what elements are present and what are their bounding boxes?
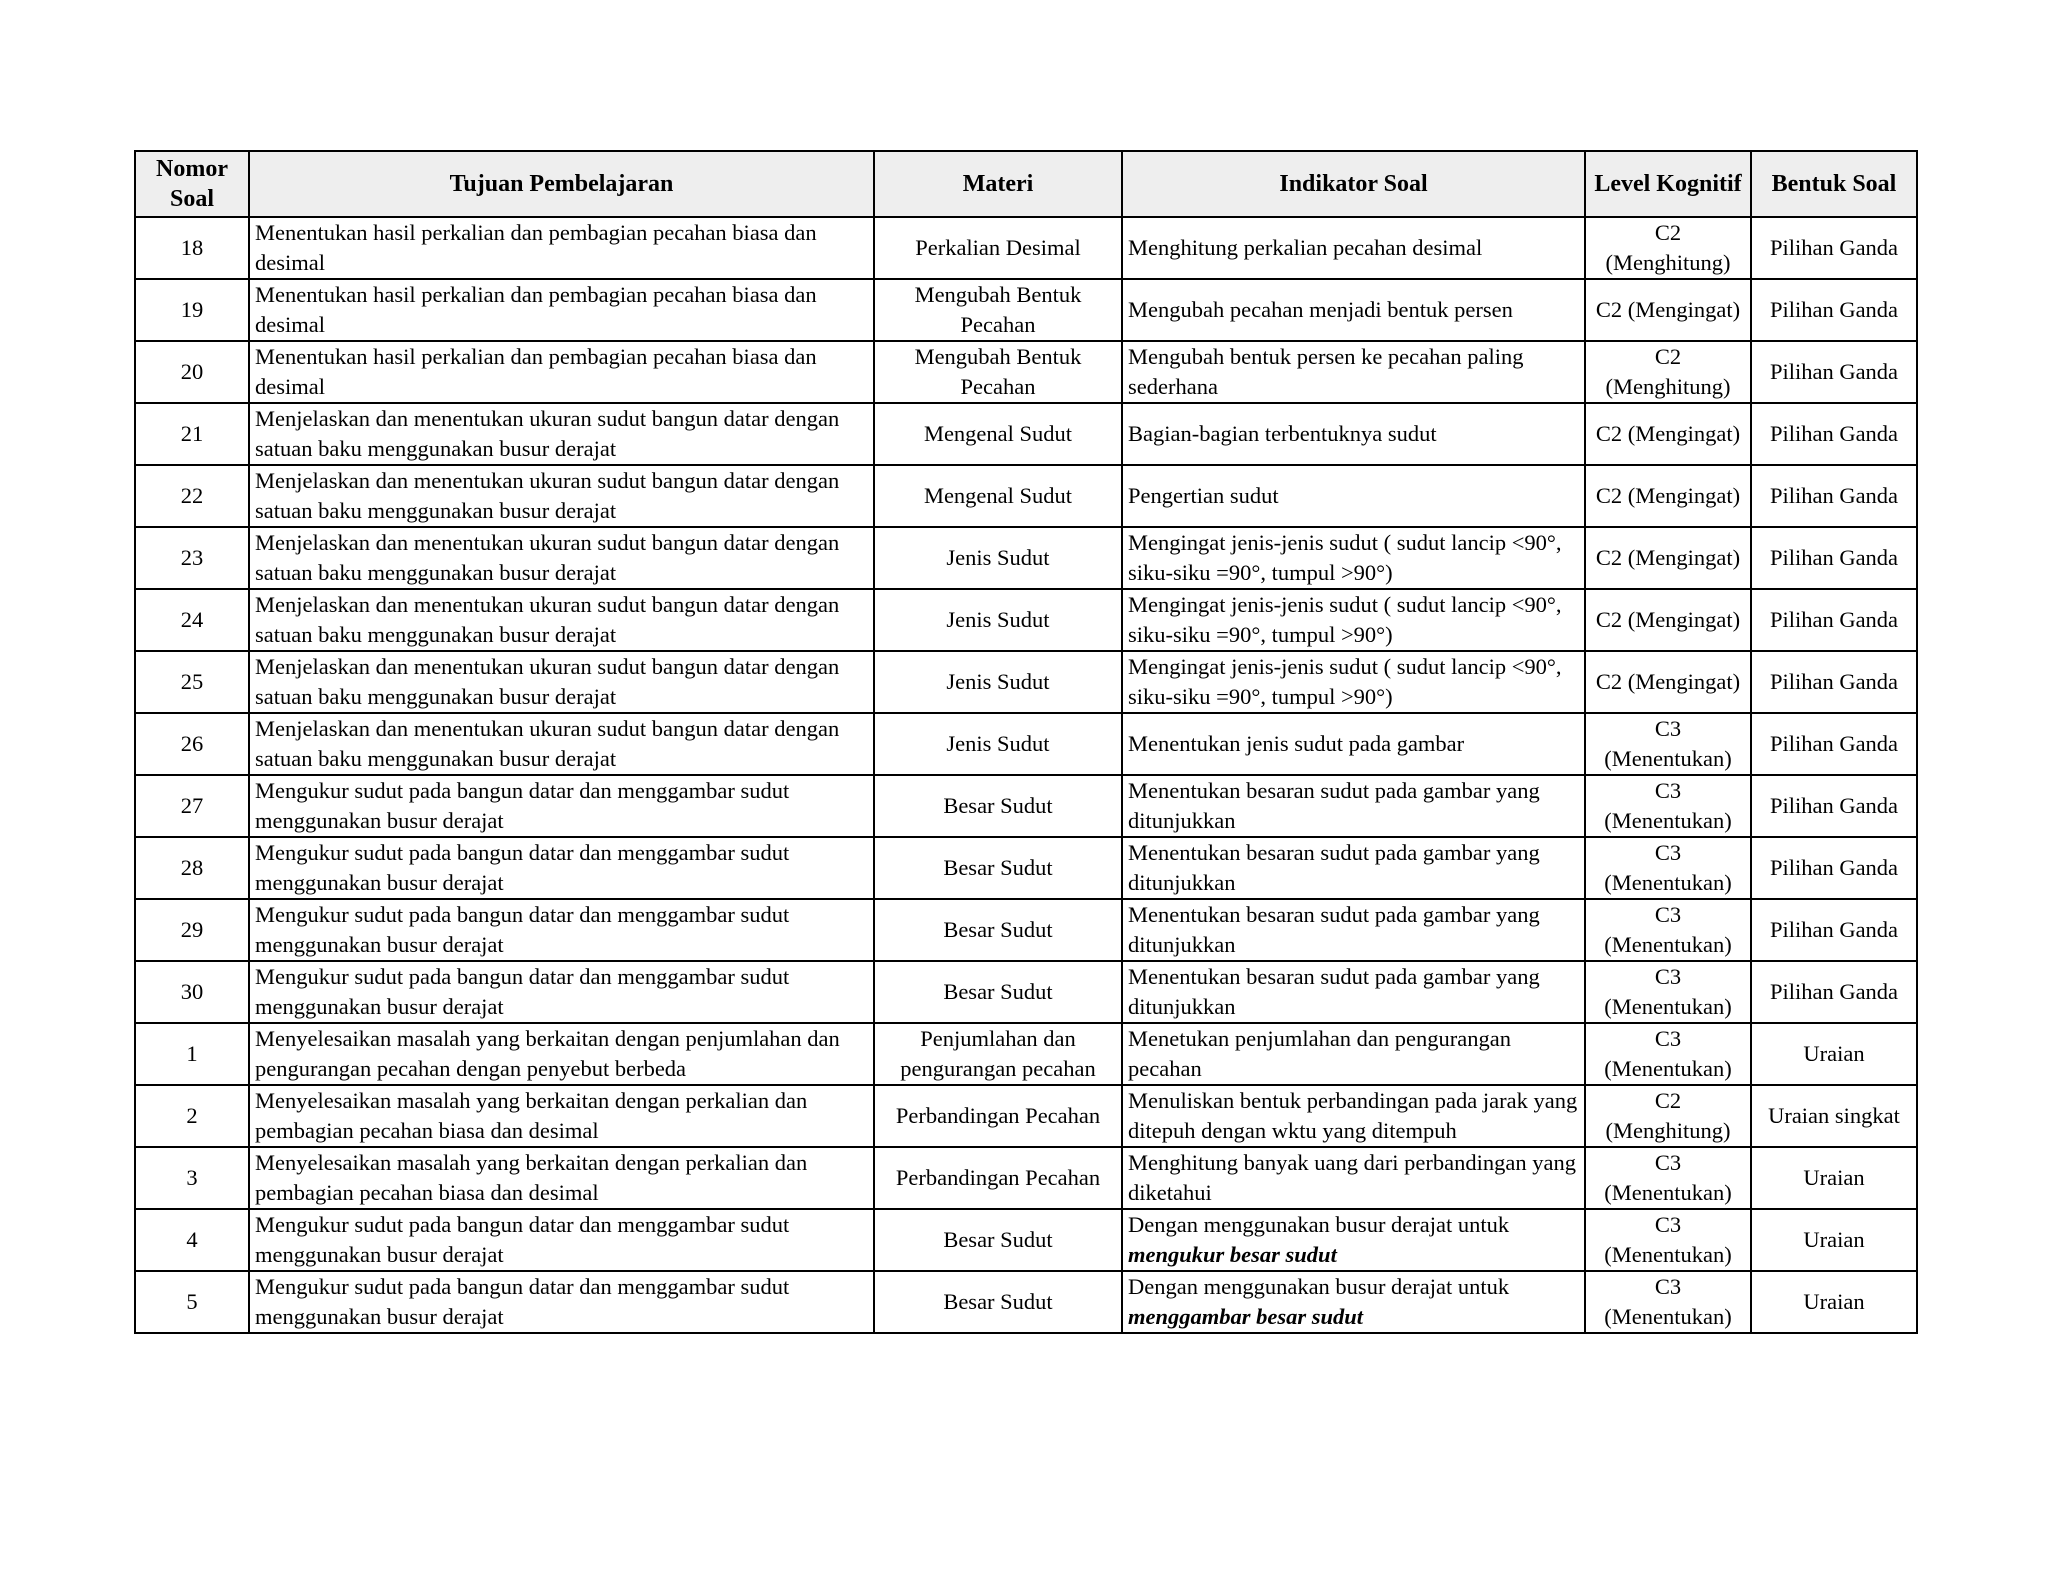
cell-materi: Besar Sudut (874, 1209, 1122, 1271)
table-row (135, 651, 1917, 713)
table-row (135, 279, 1917, 341)
indikator-text: Mengubah bentuk persen ke pecahan paling sederhana (1128, 344, 1524, 399)
indikator-text: Mengingat jenis-jenis sudut ( sudut lancip <90°, siku-siku =90°, tumpul >90°) (1128, 592, 1562, 647)
indikator-emphasis: mengukur besar sudut (1128, 1242, 1337, 1267)
table-row (135, 527, 1917, 589)
cell-materi: Mengubah Bentuk Pecahan (874, 279, 1122, 341)
cell-tujuan-pembelajaran: Mengukur sudut pada bangun datar dan menggambar sudut menggunakan busur derajat (249, 775, 874, 837)
header-row (135, 151, 1917, 217)
cell-level-kognitif: C2 (Mengingat) (1585, 589, 1751, 651)
cell-indikator-soal (1122, 1023, 1585, 1085)
table-row (135, 1147, 1917, 1209)
cell-tujuan-pembelajaran: Menjelaskan dan menentukan ukuran sudut bangun datar dengan satuan baku menggunakan busur derajat (249, 589, 874, 651)
cell-tujuan-pembelajaran: Menjelaskan dan menentukan ukuran sudut bangun datar dengan satuan baku menggunakan busur derajat (249, 403, 874, 465)
cell-nomor-soal: 18 (135, 217, 249, 279)
cell-tujuan-pembelajaran: Mengukur sudut pada bangun datar dan menggambar sudut menggunakan busur derajat (249, 1209, 874, 1271)
cell-materi: Perbandingan Pecahan (874, 1147, 1122, 1209)
cell-bentuk-soal: Uraian (1751, 1209, 1917, 1271)
indikator-text: Menentukan besaran sudut pada gambar yang ditunjukkan (1128, 840, 1540, 895)
table-header (135, 151, 1917, 217)
cell-bentuk-soal: Pilihan Ganda (1751, 279, 1917, 341)
cell-nomor-soal: 20 (135, 341, 249, 403)
cell-nomor-soal: 21 (135, 403, 249, 465)
header-tujuan-pembelajaran: Tujuan Pembelajaran (249, 151, 874, 217)
cell-indikator-soal (1122, 651, 1585, 713)
cell-level-kognitif: C2 (Mengingat) (1585, 527, 1751, 589)
cell-indikator-soal (1122, 527, 1585, 589)
cell-indikator-soal (1122, 1147, 1585, 1209)
table-row (135, 217, 1917, 279)
cell-level-kognitif: C2 (Mengingat) (1585, 279, 1751, 341)
header-materi: Materi (874, 151, 1122, 217)
cell-level-kognitif: C3 (Menentukan) (1585, 1209, 1751, 1271)
cell-bentuk-soal: Uraian (1751, 1147, 1917, 1209)
cell-indikator-soal (1122, 961, 1585, 1023)
table-row (135, 465, 1917, 527)
table-row (135, 1085, 1917, 1147)
cell-materi: Besar Sudut (874, 837, 1122, 899)
cell-nomor-soal: 25 (135, 651, 249, 713)
cell-nomor-soal: 3 (135, 1147, 249, 1209)
cell-materi: Penjumlahan dan pengurangan pecahan (874, 1023, 1122, 1085)
table-body (135, 217, 1917, 1333)
header-indikator-soal: Indikator Soal (1122, 151, 1585, 217)
indikator-text: Mengingat jenis-jenis sudut ( sudut lancip <90°, siku-siku =90°, tumpul >90°) (1128, 530, 1562, 585)
cell-indikator-soal (1122, 1085, 1585, 1147)
cell-materi: Jenis Sudut (874, 589, 1122, 651)
cell-materi: Besar Sudut (874, 961, 1122, 1023)
cell-indikator-soal (1122, 837, 1585, 899)
table-row (135, 403, 1917, 465)
cell-level-kognitif: C3 (Menentukan) (1585, 837, 1751, 899)
cell-tujuan-pembelajaran: Menjelaskan dan menentukan ukuran sudut bangun datar dengan satuan baku menggunakan busur derajat (249, 651, 874, 713)
cell-level-kognitif: C3 (Menentukan) (1585, 899, 1751, 961)
indikator-text: Menuliskan bentuk perbandingan pada jarak yang ditepuh dengan wktu yang ditempuh (1128, 1088, 1578, 1143)
cell-nomor-soal: 29 (135, 899, 249, 961)
cell-level-kognitif: C3 (Menentukan) (1585, 1023, 1751, 1085)
cell-level-kognitif: C3 (Menentukan) (1585, 1271, 1751, 1333)
indikator-text: Bagian-bagian terbentuknya sudut (1128, 421, 1437, 446)
cell-bentuk-soal: Pilihan Ganda (1751, 899, 1917, 961)
cell-bentuk-soal: Pilihan Ganda (1751, 651, 1917, 713)
cell-bentuk-soal: Pilihan Ganda (1751, 403, 1917, 465)
cell-indikator-soal (1122, 1271, 1585, 1333)
cell-indikator-soal (1122, 589, 1585, 651)
indikator-text: Menetukan penjumlahan dan pengurangan pecahan (1128, 1026, 1511, 1081)
header-level-kognitif: Level Kognitif (1585, 151, 1751, 217)
cell-materi: Besar Sudut (874, 1271, 1122, 1333)
cell-nomor-soal: 2 (135, 1085, 249, 1147)
table-row (135, 1023, 1917, 1085)
cell-nomor-soal: 5 (135, 1271, 249, 1333)
cell-bentuk-soal: Uraian (1751, 1271, 1917, 1333)
indikator-text: Menentukan besaran sudut pada gambar yang ditunjukkan (1128, 778, 1540, 833)
cell-indikator-soal (1122, 465, 1585, 527)
cell-materi: Perbandingan Pecahan (874, 1085, 1122, 1147)
cell-nomor-soal: 28 (135, 837, 249, 899)
indikator-text: Dengan menggunakan busur derajat untuk (1128, 1212, 1510, 1237)
cell-level-kognitif: C3 (Menentukan) (1585, 961, 1751, 1023)
cell-nomor-soal: 22 (135, 465, 249, 527)
indikator-emphasis: menggambar besar sudut (1128, 1304, 1364, 1329)
cell-indikator-soal (1122, 1209, 1585, 1271)
cell-materi: Besar Sudut (874, 775, 1122, 837)
cell-level-kognitif: C2 (Mengingat) (1585, 651, 1751, 713)
cell-tujuan-pembelajaran: Menjelaskan dan menentukan ukuran sudut bangun datar dengan satuan baku menggunakan busur derajat (249, 465, 874, 527)
cell-level-kognitif: C3 (Menentukan) (1585, 1147, 1751, 1209)
table-row (135, 589, 1917, 651)
cell-nomor-soal: 24 (135, 589, 249, 651)
cell-materi: Mengubah Bentuk Pecahan (874, 341, 1122, 403)
indikator-text: Pengertian sudut (1128, 483, 1279, 508)
cell-tujuan-pembelajaran: Mengukur sudut pada bangun datar dan menggambar sudut menggunakan busur derajat (249, 837, 874, 899)
indikator-text: Menghitung banyak uang dari perbandingan yang diketahui (1128, 1150, 1577, 1205)
cell-bentuk-soal: Pilihan Ganda (1751, 217, 1917, 279)
cell-nomor-soal: 30 (135, 961, 249, 1023)
cell-bentuk-soal: Uraian (1751, 1023, 1917, 1085)
cell-bentuk-soal: Pilihan Ganda (1751, 775, 1917, 837)
cell-level-kognitif: C3 (Menentukan) (1585, 775, 1751, 837)
cell-nomor-soal: 1 (135, 1023, 249, 1085)
cell-bentuk-soal: Pilihan Ganda (1751, 341, 1917, 403)
cell-bentuk-soal: Pilihan Ganda (1751, 961, 1917, 1023)
cell-bentuk-soal: Uraian singkat (1751, 1085, 1917, 1147)
cell-indikator-soal (1122, 899, 1585, 961)
indikator-text: Menentukan besaran sudut pada gambar yang ditunjukkan (1128, 902, 1540, 957)
cell-indikator-soal (1122, 403, 1585, 465)
cell-tujuan-pembelajaran: Menyelesaikan masalah yang berkaitan dengan perkalian dan pembagian pecahan biasa dan desimal (249, 1147, 874, 1209)
cell-bentuk-soal: Pilihan Ganda (1751, 837, 1917, 899)
cell-tujuan-pembelajaran: Menjelaskan dan menentukan ukuran sudut bangun datar dengan satuan baku menggunakan busur derajat (249, 527, 874, 589)
cell-indikator-soal (1122, 279, 1585, 341)
cell-indikator-soal (1122, 713, 1585, 775)
cell-materi: Jenis Sudut (874, 713, 1122, 775)
cell-materi: Perkalian Desimal (874, 217, 1122, 279)
cell-nomor-soal: 4 (135, 1209, 249, 1271)
cell-tujuan-pembelajaran: Menyelesaikan masalah yang berkaitan dengan perkalian dan pembagian pecahan biasa dan desimal (249, 1085, 874, 1147)
cell-tujuan-pembelajaran: Menentukan hasil perkalian dan pembagian pecahan biasa dan desimal (249, 341, 874, 403)
table-row (135, 899, 1917, 961)
cell-tujuan-pembelajaran: Mengukur sudut pada bangun datar dan menggambar sudut menggunakan busur derajat (249, 961, 874, 1023)
cell-nomor-soal: 27 (135, 775, 249, 837)
cell-level-kognitif: C3 (Menentukan) (1585, 713, 1751, 775)
cell-level-kognitif: C2 (Mengingat) (1585, 465, 1751, 527)
cell-level-kognitif: C2 (Mengingat) (1585, 403, 1751, 465)
table-row (135, 1209, 1917, 1271)
cell-nomor-soal: 23 (135, 527, 249, 589)
cell-materi: Jenis Sudut (874, 651, 1122, 713)
cell-indikator-soal (1122, 341, 1585, 403)
table-row (135, 837, 1917, 899)
header-bentuk-soal: Bentuk Soal (1751, 151, 1917, 217)
table-row (135, 961, 1917, 1023)
table-row (135, 341, 1917, 403)
cell-indikator-soal (1122, 217, 1585, 279)
header-nomor-soal: Nomor Soal (135, 151, 249, 217)
cell-level-kognitif: C2 (Menghitung) (1585, 341, 1751, 403)
cell-tujuan-pembelajaran: Menyelesaikan masalah yang berkaitan dengan penjumlahan dan pengurangan pecahan dengan penyebut berbeda (249, 1023, 874, 1085)
cell-tujuan-pembelajaran: Menentukan hasil perkalian dan pembagian pecahan biasa dan desimal (249, 217, 874, 279)
cell-nomor-soal: 19 (135, 279, 249, 341)
indikator-text: Menentukan jenis sudut pada gambar (1128, 731, 1465, 756)
cell-bentuk-soal: Pilihan Ganda (1751, 527, 1917, 589)
table-row (135, 1271, 1917, 1333)
cell-bentuk-soal: Pilihan Ganda (1751, 713, 1917, 775)
cell-materi: Besar Sudut (874, 899, 1122, 961)
cell-nomor-soal: 26 (135, 713, 249, 775)
cell-indikator-soal (1122, 775, 1585, 837)
cell-tujuan-pembelajaran: Menentukan hasil perkalian dan pembagian pecahan biasa dan desimal (249, 279, 874, 341)
indikator-text: Mengingat jenis-jenis sudut ( sudut lancip <90°, siku-siku =90°, tumpul >90°) (1128, 654, 1562, 709)
cell-bentuk-soal: Pilihan Ganda (1751, 465, 1917, 527)
indikator-text: Menentukan besaran sudut pada gambar yang ditunjukkan (1128, 964, 1540, 1019)
cell-tujuan-pembelajaran: Mengukur sudut pada bangun datar dan menggambar sudut menggunakan busur derajat (249, 1271, 874, 1333)
cell-materi: Mengenal Sudut (874, 403, 1122, 465)
indikator-text: Dengan menggunakan busur derajat untuk (1128, 1274, 1510, 1299)
cell-tujuan-pembelajaran: Menjelaskan dan menentukan ukuran sudut bangun datar dengan satuan baku menggunakan busur derajat (249, 713, 874, 775)
indikator-text: Mengubah pecahan menjadi bentuk persen (1128, 297, 1513, 322)
table-row (135, 713, 1917, 775)
cell-level-kognitif: C2 (Menghitung) (1585, 1085, 1751, 1147)
cell-materi: Jenis Sudut (874, 527, 1122, 589)
kisi-kisi-table (134, 150, 1918, 1334)
cell-bentuk-soal: Pilihan Ganda (1751, 589, 1917, 651)
indikator-text: Menghitung perkalian pecahan desimal (1128, 235, 1483, 260)
cell-tujuan-pembelajaran: Mengukur sudut pada bangun datar dan menggambar sudut menggunakan busur derajat (249, 899, 874, 961)
cell-materi: Mengenal Sudut (874, 465, 1122, 527)
cell-level-kognitif: C2 (Menghitung) (1585, 217, 1751, 279)
table-row (135, 775, 1917, 837)
